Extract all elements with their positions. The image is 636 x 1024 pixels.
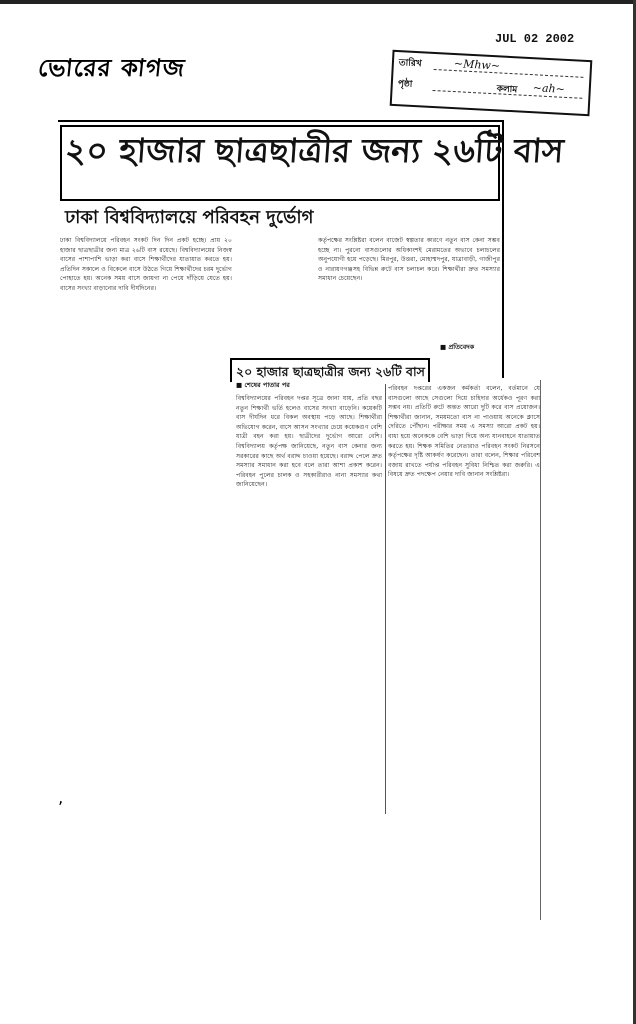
main-subheadline: ঢাকা বিশ্ববিদ্যালয়ে পরিবহন দুর্ভোগ xyxy=(65,207,314,228)
article-body-column-2: কর্তৃপক্ষের সংশ্লিষ্টরা বলেন বাজেট স্বল্পতার কারণে নতুন বাস কেনা সম্ভব হচ্ছে না। পুরনো বাসগুলোর অধিকাংশই মেরামতের অভাবে চলাচলের অনুপযোগী হয়ে পড়েছে। মিরপুর, উত্তরা, মোহাম্মদপুর, যাত্রাবাড়ী, গাজীপুর ও নারায়ণগঞ্জসহ বিভিন্ন রুটে বাস চলাচল করে। শিক্ষার্থীরা দ্রুত সমস্যার সমাধান চেয়েছেন। xyxy=(318,237,500,283)
article-byline: ■ প্রতিবেদক xyxy=(440,343,475,351)
main-headline: ২০ হাজার ছাত্রছাত্রীর জন্য ২৬টি বাস xyxy=(63,131,565,170)
continuation-dateline: ■ শেষের পাতার পর xyxy=(236,381,290,389)
stamp-signature-2: ~ah~ xyxy=(532,81,566,96)
column-divider xyxy=(385,384,386,814)
column-rule-right xyxy=(540,380,541,920)
scan-edge-top xyxy=(0,0,636,4)
continuation-body-column-2: পরিবহন দপ্তরের একজন কর্মকর্তা বলেন, বর্তমানে যে বাসগুলো আছে সেগুলো দিয়ে চাহিদার অর্ধেকও পূরণ করা সম্ভব নয়। প্রতিটি রুটে অন্তত আরো দুটি করে বাস প্রয়োজন। শিক্ষার্থীরা জানান, সময়মতো বাস না পাওয়ায় অনেকে ক্লাসে দেরিতে পৌঁছান। পরীক্ষার সময় এ সমস্যা আরো প্রকট হয়। বাধ্য হয়ে অনেককে বেশি ভাড়া দিয়ে অন্য যানবাহনে যাতায়াত করতে হয়। শিক্ষক সমিতির নেতারাও পরিবহন সংকট নিরসনে কর্তৃপক্ষের দৃষ্টি আকর্ষণ করেছেন। তারা বলেন, শিক্ষার পরিবেশ বজায় রাখতে পর্যাপ্ত পরিবহন সুবিধা নিশ্চিত করা জরুরি। এ বিষয়ে দ্রুত পদক্ষেপ নেয়ার দাবি জানান সংশ্লিষ্টরা। xyxy=(388,385,540,479)
archive-stamp-box xyxy=(390,50,593,116)
stamp-page-label: পৃষ্ঠা xyxy=(397,78,413,89)
article-body-column-1: ঢাকা বিশ্ববিদ্যালয়ে পরিবহন সংকট দিন দিন প্রকট হচ্ছে। প্রায় ২০ হাজার ছাত্রছাত্রীর জন্য মাত্র ২৬টি বাস রয়েছে। বিশ্ববিদ্যালয়ের নিজস্ব বাসের পাশাপাশি ভাড়া করা বাসে শিক্ষার্থীদের যাতায়াত করতে হয়। প্রতিদিন সকালে ও বিকেলে বাসে উঠতে গিয়ে শিক্ষার্থীদের চরম দুর্ভোগ পোহাতে হয়। অনেক সময় বাসে জায়গা না পেয়ে দাঁড়িয়ে যেতে হয়। বাসের সংখ্যা বাড়ানোর দাবি দীর্ঘদিনের। xyxy=(60,237,232,292)
continuation-headline: ২০ হাজার ছাত্রছাত্রীর জন্য ২৬টি বাস xyxy=(236,364,425,379)
stamp-column-label: কলাম xyxy=(496,83,518,95)
stamp-signature-1: ~Mhw~ xyxy=(453,57,501,73)
newspaper-masthead: ভোরের কাগজ xyxy=(36,53,187,82)
date-stamp: JUL 02 2002 xyxy=(495,32,575,46)
scan-speck: ‚ xyxy=(58,788,64,807)
stamp-date-label: তারিখ xyxy=(398,57,423,69)
continuation-body-column-1: বিশ্ববিদ্যালয়ের পরিবহন দপ্তর সূত্রে জানা যায়, প্রতি বছর নতুন শিক্ষার্থী ভর্তি হলেও বাসের সংখ্যা বাড়েনি। কয়েকটি বাস দীর্ঘদিন ধরে বিকল অবস্থায় পড়ে আছে। শিক্ষার্থীরা অভিযোগ করেন, বাসে আসন সংখ্যার চেয়ে কয়েকগুণ বেশি যাত্রী বহন করা হয়। ছাত্রীদের দুর্ভোগ আরো বেশি। বিশ্ববিদ্যালয় কর্তৃপক্ষ জানিয়েছে, নতুন বাস কেনার জন্য সরকারের কাছে অর্থ বরাদ্দ চাওয়া হয়েছে। বরাদ্দ পেলে দ্রুত সমস্যার সমাধান করা হবে বলে তারা আশা প্রকাশ করেন। পরিবহন পুলের চালক ও সহকারীরাও নানা সমস্যার কথা জানিয়েছেন। xyxy=(236,395,382,489)
